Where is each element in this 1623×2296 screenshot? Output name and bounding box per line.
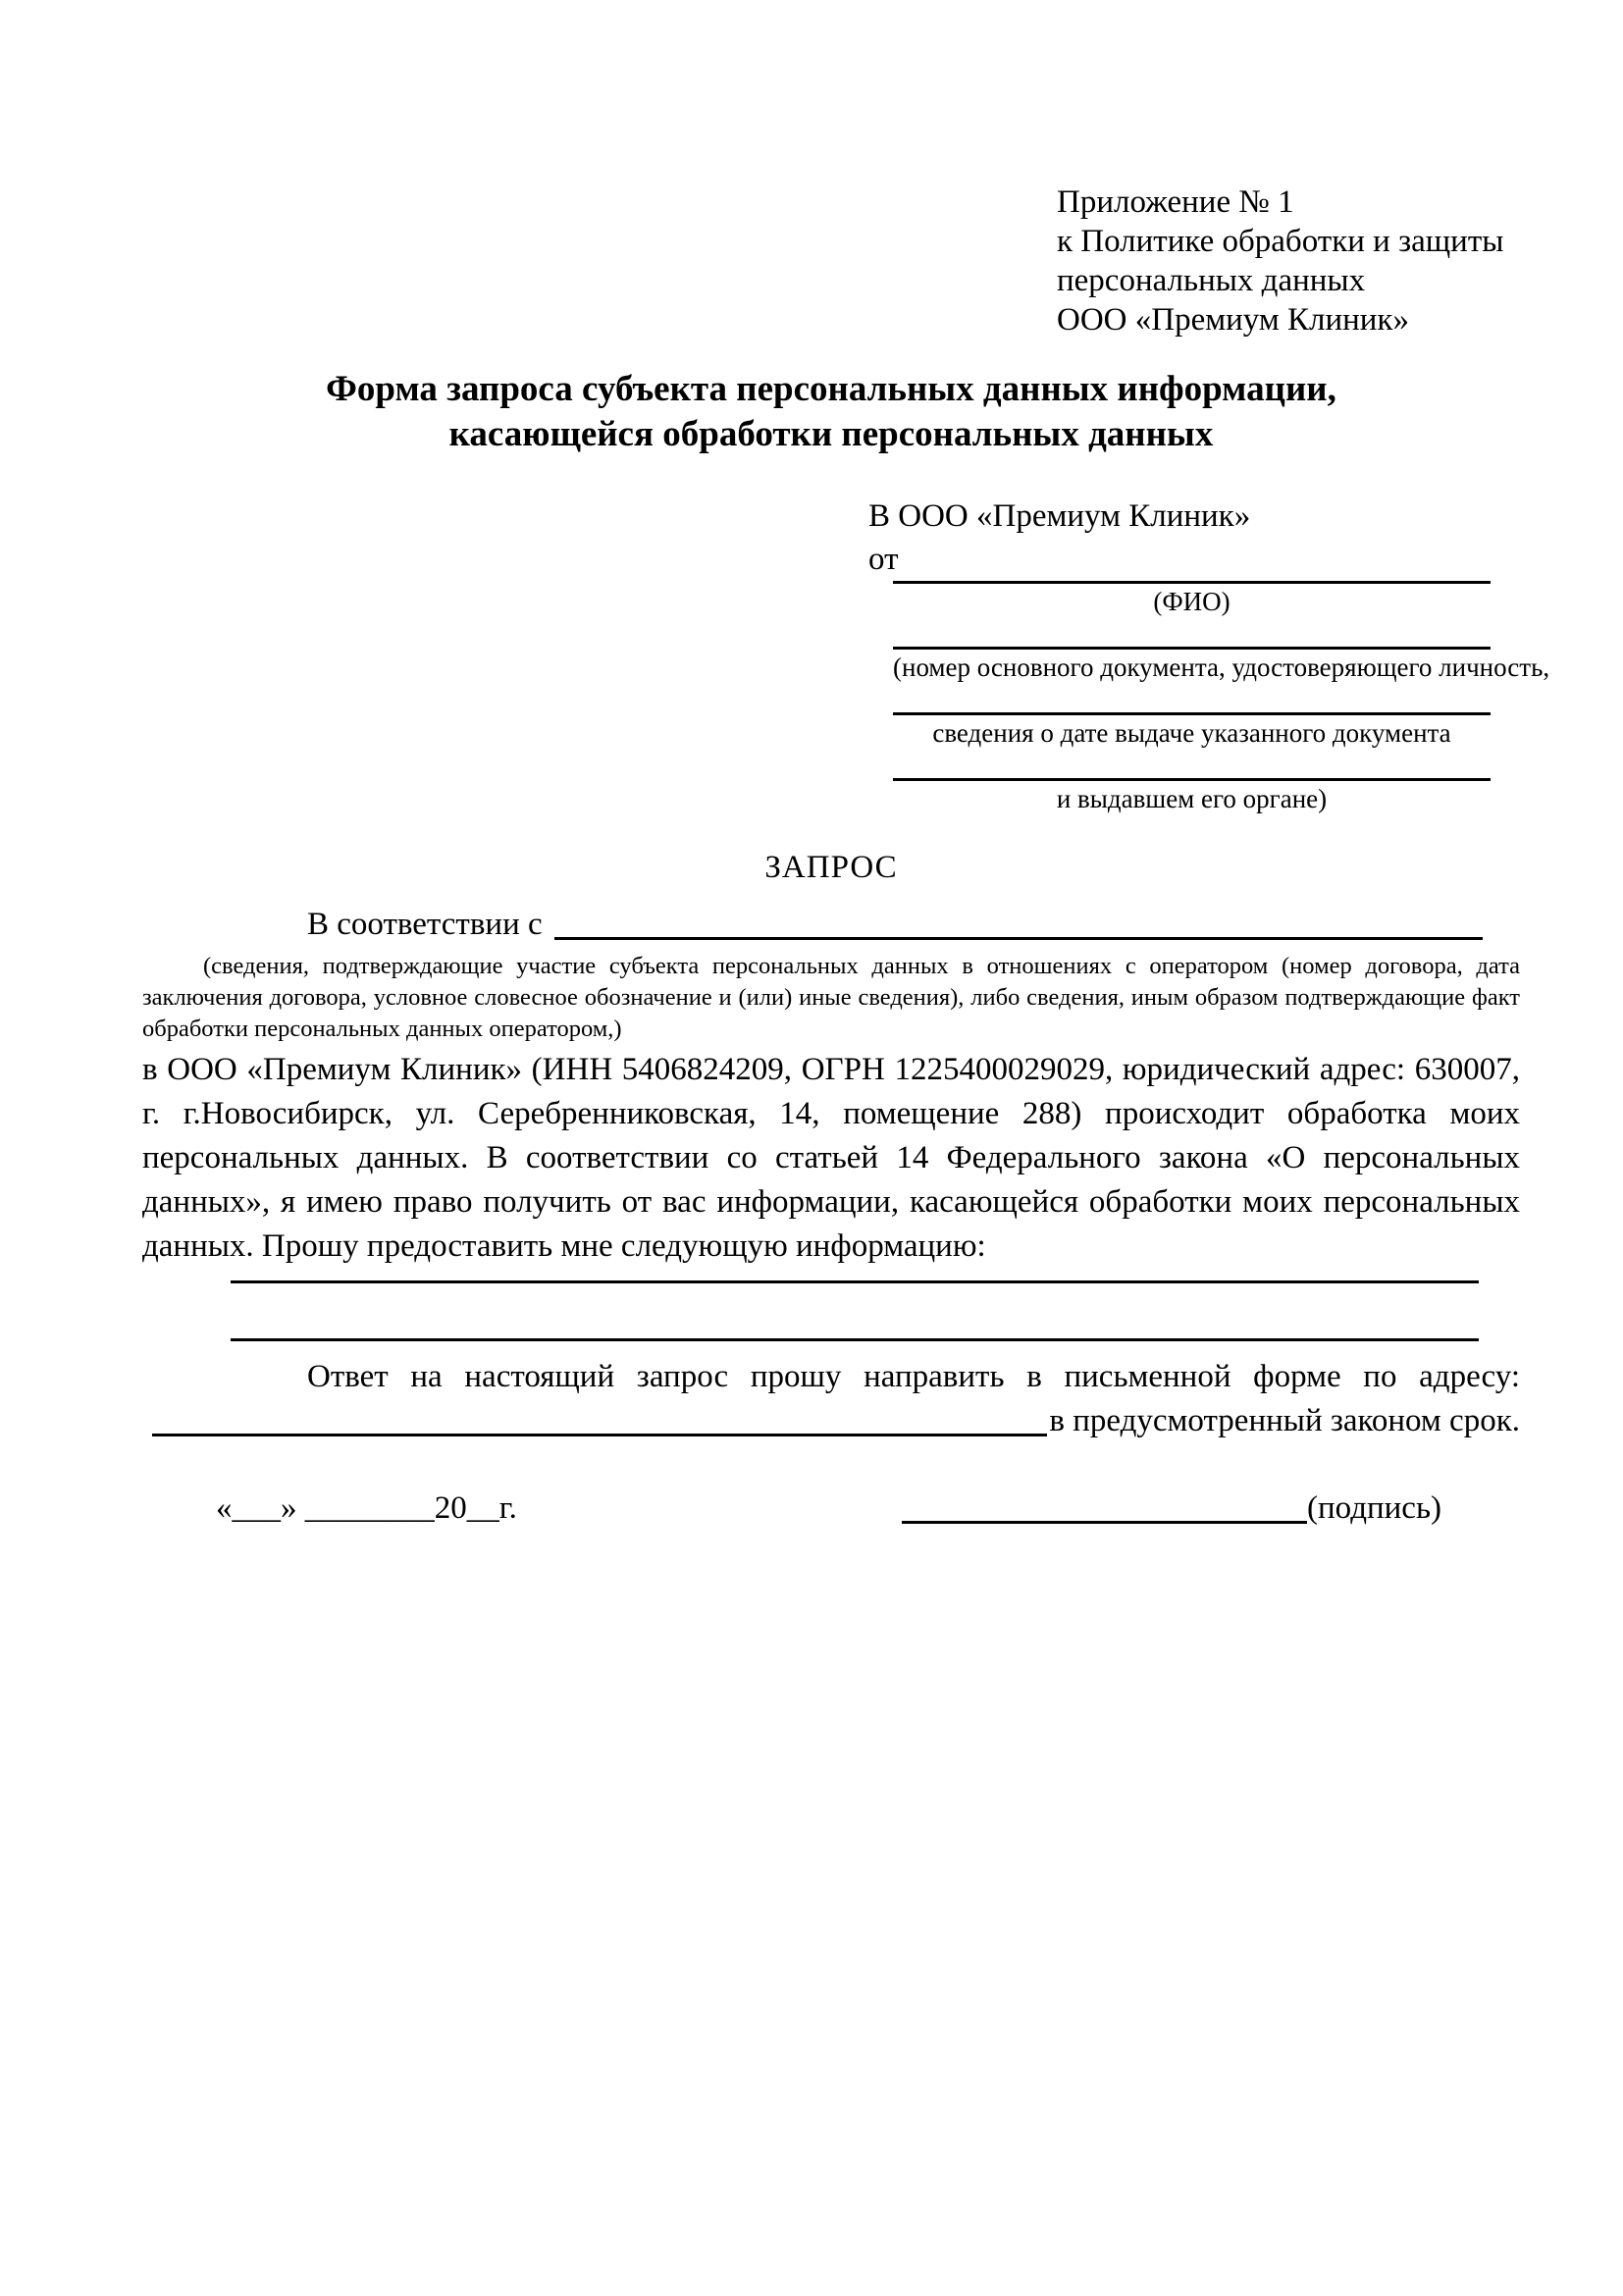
accordance-note: (сведения, подтверждающие участие субъекта персональных данных в отношениях с оператором (номер договора, дата заключения договора, условное словесное обозначение и (или) иные сведения), либо сведения, иным образом подтверждающие факт обработки персональных данных оператором,) — [142, 953, 1520, 1042]
reply-tail: в предусмотренный законом срок. — [1049, 1403, 1520, 1438]
issue-date-field-line[interactable] — [893, 685, 1491, 715]
title-line: касающейся обработки персональных данных — [448, 414, 1214, 454]
accordance-row — [142, 903, 1520, 947]
issuer-field-line[interactable] — [893, 751, 1491, 781]
info-field-line-2[interactable] — [231, 1283, 1479, 1341]
info-field-line-1[interactable] — [231, 1269, 1479, 1283]
document-title — [142, 367, 1520, 457]
appendix-line: персональных данных — [1057, 263, 1366, 298]
from-label: от — [868, 542, 899, 577]
id-doc-field — [868, 619, 1550, 685]
recipient-org: В ООО «Премиум Клиник» — [868, 498, 1251, 534]
issuer-field — [868, 751, 1520, 816]
appendix-block — [1057, 183, 1520, 339]
signature-field-line[interactable] — [902, 1521, 1307, 1524]
fio-caption: (ФИО) — [1153, 587, 1230, 616]
issue-date-caption: сведения о дате выдаче указанного документа — [932, 718, 1451, 748]
signature-caption: (подпись) — [1307, 1490, 1441, 1526]
reply-tail-row — [142, 1399, 1520, 1443]
id-doc-caption: (номер основного документа, удостоверяющего личность, — [893, 652, 1550, 682]
issuer-caption: и выдавшем его органе) — [1056, 784, 1328, 813]
appendix-line: Приложение № 1 — [1057, 184, 1294, 220]
signature-row — [216, 1487, 1441, 1531]
appendix-line: ООО «Премиум Клиник» — [1057, 302, 1409, 338]
reply-sentence: Ответ на настоящий запрос прошу направить в письменной форме по адресу: — [307, 1359, 1520, 1394]
accordance-field-line[interactable] — [554, 937, 1483, 940]
address-field-line[interactable] — [152, 1434, 1047, 1436]
request-heading: ЗАПРОС — [764, 850, 898, 885]
title-line: Форма запроса субъекта персональных данных информации, — [326, 369, 1336, 409]
date-fill-in[interactable]: «___» ________20__г. — [216, 1490, 517, 1526]
accordance-lead: В соответствии с — [307, 907, 543, 942]
request-body: в ООО «Премиум Клиник» (ИНН 5406824209, ОГРН 1225400029029, юридический адрес: 630007, г. г.Новосибирск, ул. Серебренниковская, 14, помещение 288) происходит обработка моих персональных данных. В соответствии со статьей 14 Федерального закона «О персональных данных», я имею право получить от вас информации, касающейся обработки моих персональных данных. Прошу предоставить мне следующую информацию: — [142, 1052, 1520, 1264]
issue-date-field — [868, 685, 1520, 751]
fio-field — [868, 581, 1520, 619]
signature-group — [902, 1487, 1441, 1531]
appendix-line: к Политике обработки и защиты — [1057, 224, 1504, 259]
id-doc-field-line[interactable] — [893, 619, 1491, 650]
addressee-block — [868, 495, 1550, 816]
